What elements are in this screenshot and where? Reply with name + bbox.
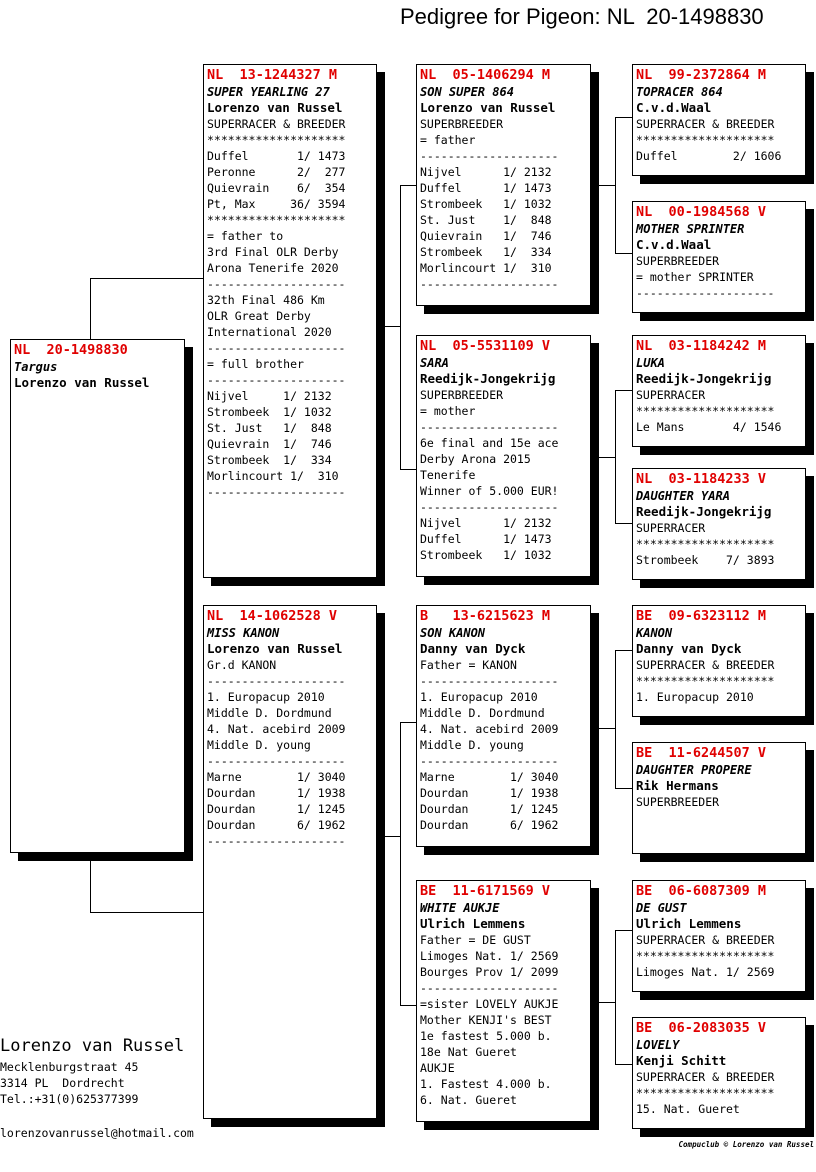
card-info-line: SUPERRACER	[636, 521, 706, 535]
breeder-email[interactable]: lorenzovanrussel@hotmail.com	[0, 1126, 194, 1140]
owner-name: Lorenzo van Russel	[14, 375, 150, 390]
card-lines	[420, 116, 587, 292]
breeder-phone: Tel.:+31(0)625377399	[0, 1092, 139, 1106]
card-info-line: 6e final and 15e ace	[420, 436, 559, 450]
card-info-line: Dourdan 1/ 1245	[420, 802, 559, 816]
pigeon-card-sire[interactable]	[203, 64, 377, 578]
ring-number: NL 20-1498830	[14, 342, 128, 358]
pigeon-name: SUPER YEARLING 27	[207, 85, 330, 99]
card-info-line: Strombeek 7/ 3893	[636, 553, 775, 567]
pigeon-name: DAUGHTER PROPERE	[636, 763, 752, 777]
breeder-address-line1: Mecklenburgstraat 45	[0, 1060, 139, 1074]
card-lines	[636, 387, 802, 435]
card-info-line: Father = KANON	[420, 658, 517, 672]
pigeon-card-sire-dam[interactable]	[416, 335, 591, 577]
ring-number: NL 00-1984568 V	[636, 204, 767, 220]
card-info-line: Gr.d KANON	[207, 658, 277, 672]
owner-name: Danny van Dyck	[420, 641, 526, 656]
card-lines	[207, 657, 373, 849]
card-info-line: SUPERRACER	[636, 388, 706, 402]
pigeon-card-dam[interactable]	[203, 605, 377, 1119]
card-info-line: Limoges Nat. 1/ 2569	[636, 965, 775, 979]
card-info-line: 1. Europacup 2010	[636, 690, 754, 704]
card-info-line: Strombeek 1/ 334	[207, 453, 332, 467]
card-lines	[207, 116, 373, 500]
card-info-line: 6. Nat. Gueret	[420, 1093, 517, 1107]
pigeon-card-subject[interactable]	[10, 339, 185, 853]
card-info-line: ********************	[636, 1086, 775, 1100]
card-info-line: --------------------	[207, 674, 346, 688]
card-info-line: Mother KENJI's BEST	[420, 1013, 552, 1027]
card-info-line: --------------------	[207, 373, 346, 387]
card-info-line: Dourdan 1/ 1938	[420, 786, 559, 800]
owner-name: Ulrich Lemmens	[636, 916, 742, 931]
breeder-address-line2: 3314 PL Dordrecht	[0, 1076, 125, 1090]
card-info-line: 1. Fastest 4.000 b.	[420, 1077, 552, 1091]
owner-name: C.v.d.Waal	[636, 237, 712, 252]
pigeon-card-sire-sire[interactable]	[416, 64, 591, 306]
card-info-line: St. Just 1/ 848	[420, 213, 552, 227]
pigeon-name: DAUGHTER YARA	[636, 489, 730, 503]
card-info-line: Limoges Nat. 1/ 2569	[420, 949, 559, 963]
card-info-line: 32th Final 486 Km	[207, 293, 325, 307]
pigeon-card-dss[interactable]	[632, 605, 806, 717]
ring-number: NL 13-1244327 M	[207, 67, 338, 83]
connector	[615, 1064, 632, 1065]
card-info-line: Strombeek 1/ 334	[420, 245, 552, 259]
card-info-line: --------------------	[207, 277, 346, 291]
card-lines	[636, 116, 802, 164]
owner-name: C.v.d.Waal	[636, 100, 712, 115]
card-info-line: Quievrain 1/ 746	[207, 437, 332, 451]
pigeon-name: SON KANON	[420, 626, 486, 640]
card-lines	[636, 1069, 802, 1117]
card-info-line: SUPERBREEDER	[636, 795, 720, 809]
owner-name: Reedijk-Jongekrijg	[636, 504, 772, 519]
card-info-line: Duffel 1/ 1473	[420, 532, 552, 546]
card-info-line: OLR Great Derby	[207, 309, 311, 323]
ring-number: BE 09-6323112 M	[636, 608, 767, 624]
pigeon-name: MOTHER SPRINTER	[636, 222, 745, 236]
card-info-line: --------------------	[207, 485, 346, 499]
breeder-name: Lorenzo van Russel	[0, 1036, 185, 1056]
pigeon-name: Targus	[14, 360, 58, 374]
pigeon-card-sss[interactable]	[632, 64, 806, 176]
connector	[90, 912, 204, 913]
connector	[400, 722, 417, 723]
owner-name: Rik Hermans	[636, 778, 719, 793]
card-lines	[636, 932, 802, 980]
card-lines	[420, 657, 587, 833]
card-info-line: Nijvel 1/ 2132	[420, 516, 552, 530]
ring-number: NL 03-1184233 V	[636, 471, 767, 487]
card-info-line: = father to	[207, 229, 284, 243]
connector	[615, 930, 616, 1064]
card-info-line: Duffel 1/ 1473	[420, 181, 552, 195]
card-info-line: --------------------	[420, 754, 559, 768]
card-info-line: AUKJE	[420, 1061, 455, 1075]
connector	[598, 457, 616, 458]
card-info-line: Tenerife	[420, 468, 476, 482]
card-info-line: Arona Tenerife 2020	[207, 261, 339, 275]
card-info-line: --------------------	[420, 981, 559, 995]
card-info-line: 4. Nat. acebird 2009	[207, 722, 346, 736]
card-info-line: Morlincourt 1/ 310	[207, 469, 339, 483]
card-info-line: = mother	[420, 404, 476, 418]
connector	[615, 523, 632, 524]
pigeon-card-dsd[interactable]	[632, 742, 806, 854]
card-info-line: Morlincourt 1/ 310	[420, 261, 552, 275]
card-info-line: SUPERRACER & BREEDER	[636, 658, 775, 672]
card-info-line: SUPERRACER & BREEDER	[636, 117, 775, 131]
pigeon-name: LOVELY	[636, 1038, 680, 1052]
card-info-line: = full brother	[207, 357, 304, 371]
card-info-line: =sister LOVELY AUKJE	[420, 997, 559, 1011]
card-info-line: --------------------	[420, 149, 559, 163]
card-info-line: International 2020	[207, 325, 332, 339]
card-info-line: SUPERRACER & BREEDER	[636, 933, 775, 947]
card-info-line: Marne 1/ 3040	[207, 770, 346, 784]
card-info-line: SUPERBREEDER	[420, 388, 504, 402]
pigeon-name: SON SUPER 864	[420, 85, 514, 99]
card-lines	[636, 253, 802, 301]
card-info-line: ********************	[636, 133, 775, 147]
ring-number: BE 06-6087309 M	[636, 883, 767, 899]
card-info-line: Quievrain 6/ 354	[207, 181, 346, 195]
ring-number: BE 11-6244507 V	[636, 745, 767, 761]
card-info-line: --------------------	[420, 674, 559, 688]
pigeon-card-ddd[interactable]	[632, 1017, 806, 1129]
ring-number: NL 05-5531109 V	[420, 338, 551, 354]
card-info-line: Strombeek 1/ 1032	[207, 405, 332, 419]
pigeon-card-sds[interactable]	[632, 335, 806, 447]
card-info-line: Father = DE GUST	[420, 933, 531, 947]
card-info-line: = mother SPRINTER	[636, 270, 754, 284]
card-info-line: Middle D. Dordmund	[420, 706, 545, 720]
pigeon-name: DE GUST	[636, 901, 687, 915]
card-info-line: St. Just 1/ 848	[207, 421, 332, 435]
connector	[615, 117, 632, 118]
card-info-line: Duffel 1/ 1473	[207, 149, 346, 163]
card-lines	[636, 657, 802, 705]
pigeon-name: SARA	[420, 356, 449, 370]
card-info-line: 18e Nat Gueret	[420, 1045, 517, 1059]
ring-number: B 13-6215623 M	[420, 608, 551, 624]
connector	[615, 390, 632, 391]
pigeon-name: TOPRACER 864	[636, 85, 723, 99]
card-info-line: SUPERBREEDER	[420, 117, 504, 131]
card-info-line: SUPERBREEDER	[636, 254, 720, 268]
card-info-line: ********************	[207, 213, 346, 227]
owner-name: Reedijk-Jongekrijg	[636, 371, 772, 386]
connector	[615, 253, 632, 254]
card-lines	[420, 387, 587, 563]
owner-name: Lorenzo van Russel	[420, 100, 556, 115]
card-info-line: Quievrain 1/ 746	[420, 229, 552, 243]
card-info-line: Winner of 5.000 EUR!	[420, 484, 559, 498]
card-info-line: 15. Nat. Gueret	[636, 1102, 740, 1116]
card-info-line: --------------------	[207, 341, 346, 355]
ring-number: NL 14-1062528 V	[207, 608, 338, 624]
owner-name: Reedijk-Jongekrijg	[420, 371, 556, 386]
card-info-line: ********************	[636, 537, 775, 551]
owner-name: Danny van Dyck	[636, 641, 742, 656]
ring-number: BE 11-6171569 V	[420, 883, 551, 899]
card-info-line: --------------------	[420, 500, 559, 514]
card-info-line: Middle D. Dordmund	[207, 706, 332, 720]
card-info-line: --------------------	[636, 286, 775, 300]
card-info-line: Strombeek 1/ 1032	[420, 197, 552, 211]
card-info-line: Strombeek 1/ 1032	[420, 548, 552, 562]
ring-number: BE 06-2083035 V	[636, 1020, 767, 1036]
pigeon-card-sdd[interactable]	[632, 468, 806, 580]
card-lines	[636, 520, 802, 568]
connector	[400, 185, 417, 186]
card-info-line: Nijvel 1/ 2132	[420, 165, 552, 179]
card-info-line: Dourdan 6/ 1962	[207, 818, 346, 832]
connector	[400, 1005, 417, 1006]
card-info-line: 4. Nat. acebird 2009	[420, 722, 559, 736]
pigeon-name: LUKA	[636, 356, 665, 370]
connector	[615, 930, 632, 931]
card-info-line: = father	[420, 133, 476, 147]
pigeon-card-dam-dam[interactable]	[416, 880, 591, 1122]
card-info-line: Nijvel 1/ 2132	[207, 389, 332, 403]
card-info-line: Peronne 2/ 277	[207, 165, 346, 179]
owner-name: Ulrich Lemmens	[420, 916, 526, 931]
owner-name: Kenji Schitt	[636, 1053, 727, 1068]
card-info-line: SUPERRACER & BREEDER	[207, 117, 346, 131]
card-info-line: Derby Arona 2015	[420, 452, 531, 466]
connector	[90, 278, 204, 279]
connector	[615, 650, 632, 651]
card-lines	[636, 794, 802, 810]
card-info-line: ********************	[636, 674, 775, 688]
card-info-line: 3rd Final OLR Derby	[207, 245, 339, 259]
connector	[384, 326, 401, 327]
card-info-line: 1. Europacup 2010	[207, 690, 325, 704]
card-info-line: Pt, Max 36/ 3594	[207, 197, 346, 211]
card-info-line: Middle D. young	[420, 738, 524, 752]
card-info-line: Le Mans 4/ 1546	[636, 420, 782, 434]
ring-number: NL 03-1184242 M	[636, 338, 767, 354]
owner-name: Lorenzo van Russel	[207, 100, 343, 115]
connector	[400, 469, 417, 470]
card-info-line: Bourges Prov 1/ 2099	[420, 965, 559, 979]
connector	[400, 185, 401, 469]
card-info-line: Marne 1/ 3040	[420, 770, 559, 784]
connector	[598, 1002, 616, 1003]
pigeon-card-dam-sire[interactable]	[416, 605, 591, 847]
connector	[615, 650, 616, 788]
pigeon-name: KANON	[636, 626, 673, 640]
connector	[384, 836, 401, 837]
card-info-line: 1e fastest 5.000 b.	[420, 1029, 552, 1043]
owner-name: Lorenzo van Russel	[207, 641, 343, 656]
card-info-line: --------------------	[420, 277, 559, 291]
connector	[615, 788, 632, 789]
ring-number: NL 99-2372864 M	[636, 67, 767, 83]
page-title: Pedigree for Pigeon: NL 20-1498830	[400, 4, 764, 29]
card-info-line: Middle D. young	[207, 738, 311, 752]
connector	[598, 185, 616, 186]
card-info-line: 1. Europacup 2010	[420, 690, 538, 704]
ring-number: NL 05-1406294 M	[420, 67, 551, 83]
card-info-line: ********************	[636, 404, 775, 418]
software-credit: Compuclub © Lorenzo van Russel	[678, 1140, 814, 1149]
pigeon-card-ssd[interactable]	[632, 201, 806, 313]
card-info-line: Dourdan 1/ 1938	[207, 786, 346, 800]
card-info-line: --------------------	[420, 420, 559, 434]
connector	[400, 722, 401, 1005]
connector	[598, 728, 616, 729]
card-info-line: --------------------	[207, 754, 346, 768]
card-info-line: ********************	[207, 133, 346, 147]
pigeon-name: WHITE AUKJE	[420, 901, 500, 915]
pigeon-card-dds[interactable]	[632, 880, 806, 992]
card-info-line: Dourdan 1/ 1245	[207, 802, 346, 816]
card-info-line: SUPERRACER & BREEDER	[636, 1070, 775, 1084]
card-info-line: Dourdan 6/ 1962	[420, 818, 559, 832]
card-lines	[420, 932, 587, 1108]
pigeon-name: MISS KANON	[207, 626, 280, 640]
card-info-line: Duffel 2/ 1606	[636, 149, 782, 163]
card-info-line: --------------------	[207, 834, 346, 848]
card-info-line: ********************	[636, 949, 775, 963]
